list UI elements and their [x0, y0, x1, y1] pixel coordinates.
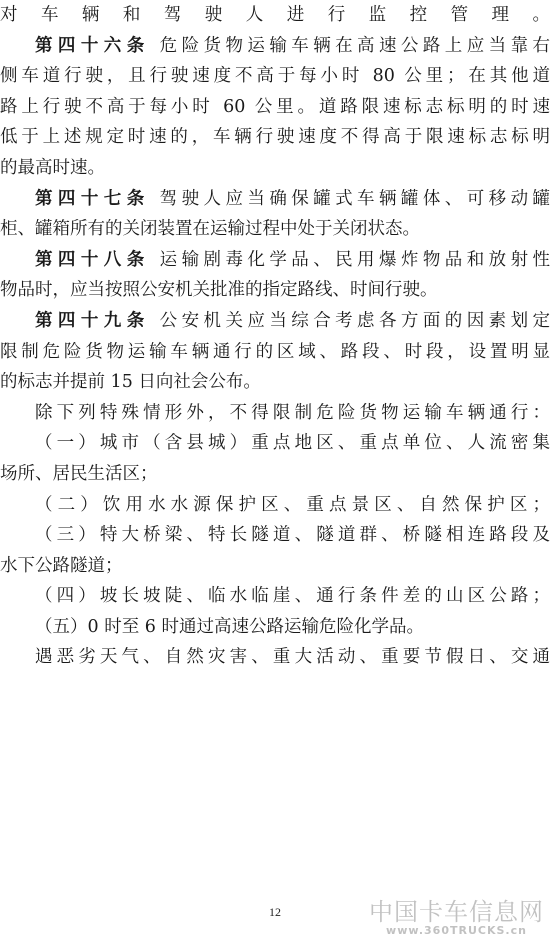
text-line: 水下公路隧道； — [0, 555, 123, 576]
article-number: 第四十八条 — [35, 249, 150, 270]
list-item: （三）特大桥梁、特长隧道、隧道群、桥隧相连路段及 — [35, 525, 550, 546]
watermark — [369, 899, 544, 937]
article-line: 第四十九条 公安机关应当综合考虑各方面的因素划定 — [35, 310, 550, 331]
article-line: 第四十八条 运输剧毒化学品、民用爆炸物品和放射性 — [35, 249, 550, 270]
text-line: 限制危险货物运输车辆通行的区域、路段、时段，设置明显 — [0, 341, 550, 362]
article-number: 第四十六条 — [35, 35, 150, 56]
text-line: 路上行驶不高于每小时 60 公里。道路限速标志标明的时速 — [0, 96, 550, 117]
text-line: 遇恶劣天气、自然灾害、重大活动、重要节假日、交通 — [35, 647, 550, 668]
list-item: （一）城市（含县城）重点地区、重点单位、人流密集 — [35, 433, 550, 454]
text-line: 低于上述规定时速的，车辆行驶速度不得高于限速标志标明 — [0, 127, 550, 148]
article-line: 第四十六条 危险货物运输车辆在高速公路上应当靠右 — [35, 35, 550, 56]
watermark-name: 中国卡车信息网 — [369, 897, 544, 926]
text-line: 物品时，应当按照公安机关批准的指定路线、时间行驶。 — [0, 280, 438, 301]
list-item: （二）饮用水水源保护区、重点景区、自然保护区； — [35, 494, 550, 515]
text-line: 侧车道行驶，且行驶速度不高于每小时 80 公里；在其他道 — [0, 66, 550, 87]
list-item: （四）坡长坡陡、临水临崖、通行条件差的山区公路； — [35, 586, 550, 607]
text-line: 除下列特殊情形外，不得限制危险货物运输车辆通行： — [35, 402, 550, 423]
article-line: 第四十七条 驾驶人应当确保罐式车辆罐体、可移动罐 — [35, 188, 550, 209]
article-number: 第四十七条 — [35, 188, 150, 209]
text-line: 柜、罐箱所有的关闭装置在运输过程中处于关闭状态。 — [0, 219, 420, 240]
text-line: 对车辆和驾驶人进行监控管理。 — [0, 5, 550, 25]
page-number: 12 — [269, 905, 281, 919]
text-line: 的最高时速。 — [0, 157, 105, 178]
text-line: 的标志并提前 15 日向社会公布。 — [0, 372, 261, 393]
list-item: （五）0 时至 6 时通过高速公路运输危险化学品。 — [35, 616, 424, 637]
text-line: 场所、居民生活区； — [0, 463, 158, 484]
article-number: 第四十九条 — [35, 310, 150, 331]
watermark-url: www.360TRUCKS.cn — [386, 923, 527, 937]
